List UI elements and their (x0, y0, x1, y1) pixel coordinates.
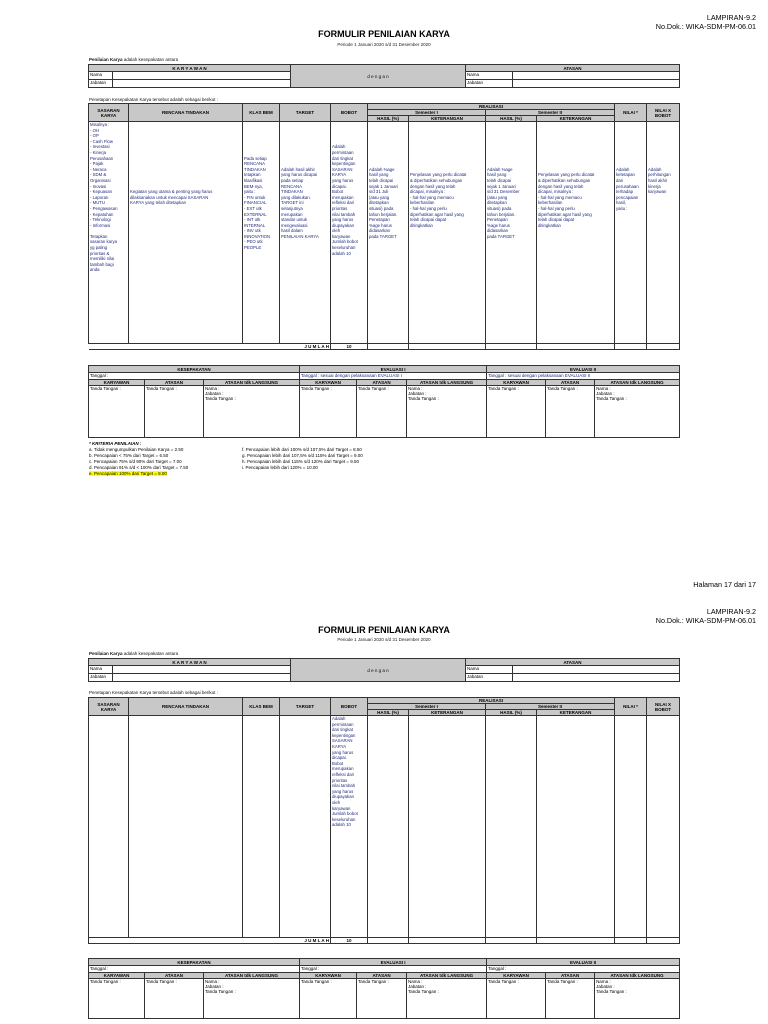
jumlah-empty-2 (409, 344, 486, 350)
bobot-cell[interactable]: Adalah permintaan dari tingkat kepentingan SASARAN KARYA yang harus dicapai. Bobot merupakan refleksi dari prioritas nilai tambah yang harus diupayakan oleh karyawan Jumlah bobot keseluruhan adalah 10 (331, 122, 368, 344)
form-title: FORMULIR PENILAIAN KARYA (318, 29, 450, 39)
col-rencana: RENCANA TINDAKAN (129, 104, 243, 122)
col-keterangan-2: KETERANGAN (537, 116, 615, 122)
col-nilaix-2: NILAI X BOBOT (647, 698, 680, 716)
form-period: Periode 1 Januari 2020 s/d 31 Desember 2020 (337, 42, 431, 47)
kesepakatan-header: KESEPAKATAN (89, 366, 300, 373)
sig2-atl-1: ATASAN tdk LANGSUNG (204, 973, 300, 979)
ttd-karyawan-2[interactable]: Tanda Tangan : (300, 386, 357, 438)
sasaran-cell[interactable]: Misalnya : - OH - OP - Cash Flow - Investasi - Kinerja Perusahaan - Pajak - Neraca - SDM & Organisasi - Inovasi - Kepuasan - Laporan - MUTU - Pengawasan - Kepatuhan - Teknologi - Informasi Tetapkan sasaran karya yg paling prioritas & memiliki nilai tambah bagi anda (89, 122, 129, 344)
kriteria-f: f. Pencapaian lebih dari 100% s/d 107,5% dari Target = 8.50 (242, 447, 362, 452)
jumlah2-empty-6 (647, 938, 680, 944)
kriteria-a: a. Tidak mengumpulkan Penilaian Karya = 2.50 (89, 446, 184, 452)
jumlah2-empty-5 (615, 938, 647, 944)
jabatan-label: Jabatan (89, 80, 113, 88)
form-page-2 (0, 600, 768, 1024)
sig2-atasan-2: ATASAN (357, 973, 407, 979)
col-hasil-1: HASIL (%) (368, 116, 409, 122)
keterangan-1-cell-2[interactable] (409, 716, 486, 938)
intro-bold: Penilaian Karya (89, 57, 123, 62)
hasil-2-cell[interactable]: Adalah %age hasil yang telah dicapai sejak 1 Januari s/d 31 Desember (atau yang ditetapkan situasi) pada tahun berjalan. Penetapan %age harus didasarkan pada TARGET (486, 122, 537, 344)
atasan-jabatan-field-2[interactable] (513, 674, 680, 682)
karyawan-nama-field-2[interactable] (113, 666, 291, 674)
evaluasi-2-tanggal[interactable]: Tanggal : sesuai dengan pelaksanaan EVALUASI II (487, 373, 680, 380)
intro-text (89, 57, 178, 62)
evaluasi-1-header: EVALUASI I (300, 366, 487, 373)
sig-karyawan-3: KARYAWAN (487, 380, 546, 386)
doc-number: No.Dok.: WIKA-SDM-PM-06.01 (655, 21, 756, 31)
keterangan-1-cell[interactable]: Penjelasan yang perlu dicatat & diperhatikan sehubungan dengan hasil yang telah dicapai, misalnya : - hal-hal yang memacu keberhasilan - hal-hal yang perlu diperhatikan agar hasil yang telah dicapai dapat ditingkatkan (409, 122, 486, 344)
parties-table (88, 64, 680, 88)
kriteria-e: e. Pencapaian 100% dari Target = 8.00 (89, 470, 167, 476)
ttd2-atl-1[interactable]: Nama : Jabatan : Tanda Tangan : (204, 979, 300, 1019)
klas-cell[interactable]: Pada setiap RENCANA TINDAKAN tetapkan klasifikasi BEM-nya, yaitu : - FIN untuk FINANCIAL - EXT utk EXTERNAL - INT utk INTERNAL - INV utk INNOVATION - PEO utk PEOPLE (243, 122, 280, 344)
ttd-atl-3[interactable]: Nama : Jabatan : Tanda Tangan : (595, 386, 680, 438)
keterangan-2-cell-2[interactable] (537, 716, 615, 938)
kriteria-list-right (242, 447, 363, 471)
ttd2-atasan-2[interactable]: Tanda Tangan : (357, 979, 407, 1019)
col-sasaran: SASARAN KARYA (89, 104, 129, 122)
col-nilai-2: NILAI * (615, 698, 647, 716)
keterangan-2-cell[interactable]: Penjelasan yang perlu dicatat & diperhatikan sehubungan dengan hasil yang telah dicapai, misalnya : - hal-hal yang memacu keberhasilan - hal-hal yang perlu diperhatikan agar hasil yang telah dicapai dapat ditingkatkan (537, 122, 615, 344)
kriteria-i: i. Pencapaian lebih dari 120% = 10.00 (242, 464, 318, 470)
page-number: Halaman 17 dari 17 (693, 580, 756, 589)
col-semester-2: Semester II (486, 110, 615, 116)
col-nilai: NILAI * (615, 104, 647, 122)
col-realisasi-2: REALISASI (368, 698, 615, 704)
rencana-cell[interactable]: Kegiatan yang utama & penting yang harus dilaksanakan untuk mencapai SASARAN KARYA yang telah ditetapkan (129, 122, 243, 344)
col-hasil-2-2: HASIL (%) (486, 710, 537, 716)
kriteria-h: h. Pencapaian lebih dari 115% s/d 120% dari Target = 9.50 (242, 458, 360, 464)
jumlah2-empty-1 (368, 938, 409, 944)
col-sasaran-2: SASARAN KARYA (89, 698, 129, 716)
sig-atl-2: ATASAN tdk LANGSUNG (407, 380, 487, 386)
evaluation-table-2 (88, 958, 680, 1019)
nilaix-cell-2[interactable] (647, 716, 680, 938)
nama-label: Nama (89, 72, 113, 80)
ttd2-karyawan-2[interactable]: Tanda Tangan : (300, 979, 357, 1019)
doc-number-2: No.Dok.: WIKA-SDM-PM-06.01 (655, 615, 756, 625)
atasan-nama-field-2[interactable] (513, 666, 680, 674)
jumlah-empty-3 (486, 344, 537, 350)
kriteria-list (89, 441, 188, 476)
atasan-jabatan-field[interactable] (513, 80, 680, 88)
sig-atl-1: ATASAN tdk LANGSUNG (204, 380, 300, 386)
bobot-cell-2[interactable]: Adalah permintaan dari tingkat kepentingan SASARAN KARYA yang harus dicapai. Bobot merupakan refleksi dari prioritas nilai tambah yang harus diupayakan oleh karyawan Jumlah bobot keseluruhan adalah 10 (331, 716, 368, 938)
ttd-atasan-2[interactable]: Tanda Tangan : (357, 386, 407, 438)
ttd2-karyawan-3[interactable]: Tanda Tangan : (487, 979, 546, 1019)
jumlah-label-2: J U M L A H (89, 938, 331, 944)
sig2-atasan-3: ATASAN (546, 973, 595, 979)
col-hasil-2: HASIL (%) (486, 116, 537, 122)
atasan-nama-label-2: Nama (466, 666, 513, 674)
evaluasi-2-header-2: EVALUASI II (487, 959, 680, 966)
jumlah-value-2: 10 (331, 938, 368, 944)
col-keterangan-2-2: KETERANGAN (537, 710, 615, 716)
sig-karyawan-2: KARYAWAN (300, 380, 357, 386)
target-cell[interactable]: Adalah hasil akhir yang harus dicapai pada setiap RENCANA TINDAKAN yang dilakukan. TARGET ini selanjutnya merupakan standar untuk mengevaluasi hasil dalam PENILAIAN KARYA (280, 122, 331, 344)
atasan-jabatan-label: Jabatan (466, 80, 513, 88)
rencana-cell-2[interactable] (129, 716, 243, 938)
ttd2-karyawan-1[interactable]: Tanda Tangan : (89, 979, 145, 1019)
jumlah-label: J U M L A H (89, 344, 331, 350)
ttd-atl-1[interactable]: Nama : Jabatan : Tanda Tangan : (204, 386, 300, 438)
penetapan-text-2: Penetapan Kesepakatan Karya tersebut adalah sebagai berikut : (89, 690, 218, 695)
atasan-header-2: ATASAN (466, 659, 680, 666)
sig2-atasan-1: ATASAN (145, 973, 204, 979)
ttd-atl-2[interactable]: Nama : Jabatan : Tanda Tangan : (407, 386, 487, 438)
ttd2-atl-2[interactable]: Nama : Jabatan : Tanda Tangan : (407, 979, 487, 1019)
col-semester-1: Semester I (368, 110, 486, 116)
sig-karyawan-1: KARYAWAN (89, 380, 145, 386)
sig-atasan-2: ATASAN (357, 380, 407, 386)
sig2-karyawan-3: KARYAWAN (487, 973, 546, 979)
sig2-atl-3: ATASAN tdk LANGSUNG (595, 973, 680, 979)
evaluasi-2-header: EVALUASI II (487, 366, 680, 373)
karyawan-jabatan-field-2[interactable] (113, 674, 291, 682)
atasan-nama-field[interactable] (513, 72, 680, 80)
hasil-1-cell[interactable]: Adalah %age hasil yang telah dicapai sejak 1 Januari s/d 31 Juli (atau yang ditetapkan situasi) pada tahun berjalan. Penetapan %age harus didasarkan pada TARGET (368, 122, 409, 344)
col-keterangan-1-2: KETERANGAN (409, 710, 486, 716)
jumlah-empty-5 (615, 344, 647, 350)
evaluasi-1-tanggal-2[interactable]: Tanggal : (300, 966, 487, 973)
intro-bold-2: Penilaian Karya (89, 651, 123, 656)
ttd2-atl-3[interactable]: Nama : Jabatan : Tanda Tangan : (595, 979, 680, 1019)
ttd2-atasan-3[interactable]: Tanda Tangan : (546, 979, 595, 1019)
jumlah-empty-6 (647, 344, 680, 350)
kriteria-b: b. Pencapaian < 75% dari Target = 6.50 (89, 452, 169, 458)
intro-text-2 (89, 651, 178, 656)
kesepakatan-header-2: KESEPAKATAN (89, 959, 300, 966)
kriteria-g: g. Pencapaian lebih dari 107,5% s/d 115% dari Target = 9.00 (242, 452, 363, 458)
col-semester-2-2: Semester II (486, 704, 615, 710)
col-klas: KLAS BEM (243, 104, 280, 122)
sig2-karyawan-2: KARYAWAN (300, 973, 357, 979)
hasil-1-cell-2[interactable] (368, 716, 409, 938)
jumlah-empty-4 (537, 344, 615, 350)
ttd-karyawan-1[interactable]: Tanda Tangan : (89, 386, 145, 438)
doc-header-2 (656, 608, 756, 625)
nilai-cell[interactable]: Adalah ketetapan dari perusahaan terhadap pencapaian hasil, yaitu : (615, 122, 647, 344)
atasan-nama-label: Nama (466, 72, 513, 80)
col-bobot: BOBOT (331, 104, 368, 122)
kriteria-c: c. Pencapaian 75% s/d 90% dari Target = 7.00 (89, 458, 182, 464)
atasan-jabatan-label-2: Jabatan (466, 674, 513, 682)
parties-table-2 (88, 658, 680, 682)
jumlah-empty-1 (368, 344, 409, 350)
ttd-karyawan-3[interactable]: Tanda Tangan : (487, 386, 546, 438)
karyawan-jabatan-field[interactable] (113, 80, 291, 88)
sig2-atl-2: ATASAN tdk LANGSUNG (407, 973, 487, 979)
dengan-label: d e n g a n (291, 65, 466, 88)
col-rencana-2: RENCANA TINDAKAN (129, 698, 243, 716)
jabatan-label-2: Jabatan (89, 674, 113, 682)
penetapan-text: Penetapan Kesepakatan Karya tersebut adalah sebagai berikut : (89, 97, 218, 102)
jumlah2-empty-2 (409, 938, 486, 944)
karya-table-2 (88, 697, 680, 944)
form-title-2: FORMULIR PENILAIAN KARYA (318, 625, 450, 635)
jumlah2-empty-4 (537, 938, 615, 944)
col-keterangan-1: KETERANGAN (409, 116, 486, 122)
sig-atasan-3: ATASAN (546, 380, 595, 386)
intro-rest-2: adalah kesepakatan antara (122, 651, 179, 656)
sig2-karyawan-1: KARYAWAN (89, 973, 145, 979)
jumlah2-empty-3 (486, 938, 537, 944)
intro-rest: adalah kesepakatan antara (122, 57, 179, 62)
col-realisasi: REALISASI (368, 104, 615, 110)
col-target-2: TARGET (280, 698, 331, 716)
evaluasi-1-tanggal[interactable]: Tanggal : sesuai dengan pelaksanaan EVALUASI I (300, 373, 487, 380)
lampiran-label-2: LAMPIRAN-9.2 (706, 607, 756, 616)
form-period-2: Periode 1 Januari 2020 s/d 31 Desember 2020 (337, 637, 431, 642)
karyawan-header: K A R Y A W A N (89, 65, 291, 72)
klas-cell-2[interactable] (243, 716, 280, 938)
dengan-label-2: d e n g a n (291, 659, 466, 682)
col-target: TARGET (280, 104, 331, 122)
col-hasil-1-2: HASIL (%) (368, 710, 409, 716)
ttd-atasan-1[interactable]: Tanda Tangan : (145, 386, 204, 438)
evaluasi-1-header-2: EVALUASI I (300, 959, 487, 966)
atasan-header: ATASAN (466, 65, 680, 72)
karyawan-nama-field[interactable] (113, 72, 291, 80)
col-nilaix: NILAI X BOBOT (647, 104, 680, 122)
sig-atasan-1: ATASAN (145, 380, 204, 386)
ttd-atasan-3[interactable]: Tanda Tangan : (546, 386, 595, 438)
sig-atl-3: ATASAN tdk LANGSUNG (595, 380, 680, 386)
kriteria-d: d. Pencapaian 91% s/d < 100% dari Target = 7.50 (89, 464, 189, 470)
karya-table (88, 103, 680, 350)
kesepakatan-tanggal-2[interactable]: Tanggal : (89, 966, 300, 973)
karyawan-header-2: K A R Y A W A N (89, 659, 291, 666)
evaluation-table (88, 365, 680, 438)
target-cell-2[interactable] (280, 716, 331, 938)
jumlah-value: 10 (331, 344, 368, 350)
sasaran-cell-2[interactable] (89, 716, 129, 938)
nilaix-cell[interactable]: Adalah perhitungan hasil akhir kinerja karyawan (647, 122, 680, 344)
col-semester-1-2: Semester I (368, 704, 486, 710)
nama-label-2: Nama (89, 666, 113, 674)
ttd2-atasan-1[interactable]: Tanda Tangan : (145, 979, 204, 1019)
col-bobot-2: BOBOT (331, 698, 368, 716)
nilai-cell-2[interactable] (615, 716, 647, 938)
kriteria-title: * KRITERIA PENILAIAN : (89, 441, 142, 446)
kesepakatan-tanggal[interactable]: Tanggal : (89, 373, 300, 380)
evaluasi-2-tanggal-2[interactable]: Tanggal : (487, 966, 680, 973)
hasil-2-cell-2[interactable] (486, 716, 537, 938)
col-klas-2: KLAS BEM (243, 698, 280, 716)
lampiran-label: LAMPIRAN-9.2 (706, 13, 756, 22)
